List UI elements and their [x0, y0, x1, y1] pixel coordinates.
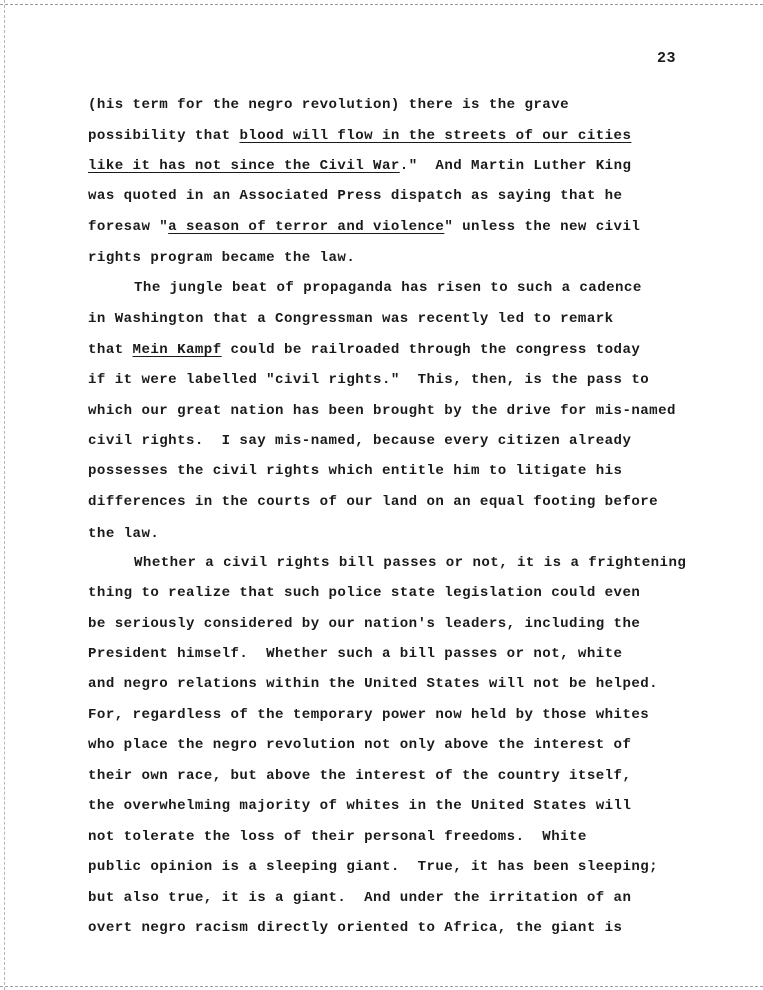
text-line [88, 218, 640, 236]
underlined-text: like it has not since the Civil War [88, 158, 400, 174]
text-segment: not tolerate the loss of their personal freedoms. White [88, 829, 587, 845]
text-line [88, 462, 622, 480]
text-segment: that [88, 342, 133, 358]
text-segment: (his term for the negro revolution) there is the grave [88, 97, 570, 113]
text-line [88, 96, 569, 114]
text-line [88, 402, 676, 420]
bottom-scan-border [0, 986, 763, 987]
text-line [88, 371, 649, 389]
text-line [88, 432, 631, 450]
text-line [88, 736, 631, 754]
text-segment: which our great nation has been brought by the drive for mis-named [88, 403, 676, 419]
text-segment: if it were labelled "civil rights." This, then, is the pass to [88, 372, 650, 388]
text-segment: ." And Martin Luther King [399, 158, 632, 174]
text-segment: who place the negro revolution not only above the interest of [88, 737, 632, 753]
text-line [88, 249, 355, 267]
text-segment: in Washington that a Congressman was recently led to remark [88, 311, 614, 327]
text-line [88, 584, 640, 602]
text-line [88, 310, 614, 328]
text-segment: possibility that [88, 128, 240, 144]
text-line [88, 675, 658, 693]
text-line [88, 127, 631, 145]
text-segment: be seriously considered by our nation's leaders, including the [88, 616, 641, 632]
text-segment: was quoted in an Associated Press dispatch as saying that he [88, 188, 623, 204]
text-line [88, 706, 649, 724]
text-line [88, 858, 658, 876]
underlined-text: blood will flow in the streets of our cities [239, 128, 632, 144]
text-segment: and negro relations within the United States will not be helped. [88, 676, 659, 692]
text-line [88, 767, 631, 785]
text-segment: Whether a civil rights bill passes or not, it is a frightening [134, 555, 687, 571]
text-line [134, 554, 686, 572]
underlined-text: a season of terror and violence [168, 219, 445, 235]
text-segment: differences in the courts of our land on an equal footing before [88, 494, 659, 510]
text-line [88, 889, 631, 907]
text-segment: thing to realize that such police state legislation could even [88, 585, 641, 601]
text-line [88, 525, 159, 543]
top-scan-border [0, 4, 763, 5]
text-line [88, 493, 658, 511]
text-line [88, 157, 631, 175]
text-line [88, 187, 622, 205]
text-segment: President himself. Whether such a bill passes or not, white [88, 646, 623, 662]
text-line [88, 797, 631, 815]
text-line [88, 919, 622, 937]
text-segment: could be railroaded through the congress today [221, 342, 641, 358]
text-segment: overt negro racism directly oriented to Africa, the giant is [88, 920, 623, 936]
text-line [88, 828, 587, 846]
text-segment: " unless the new civil [444, 219, 641, 235]
text-segment: their own race, but above the interest of the country itself, [88, 768, 632, 784]
text-segment: possesses the civil rights which entitle him to litigate his [88, 463, 623, 479]
text-segment: rights program became the law. [88, 250, 356, 266]
text-segment: the law. [88, 526, 160, 542]
text-line [134, 279, 642, 297]
text-segment: the overwhelming majority of whites in the United States will [88, 798, 632, 814]
text-segment: but also true, it is a giant. And under the irritation of an [88, 890, 632, 906]
text-line [88, 615, 640, 633]
page-number: 23 [657, 50, 677, 67]
left-scan-border [4, 0, 5, 990]
text-segment: civil rights. I say mis-named, because every citizen already [88, 433, 632, 449]
text-segment: The jungle beat of propaganda has risen to such a cadence [134, 280, 642, 296]
text-segment: For, regardless of the temporary power now held by those whites [88, 707, 650, 723]
text-line [88, 645, 622, 663]
text-line [88, 341, 640, 359]
underlined-text: Mein Kampf [132, 342, 222, 358]
text-segment: foresaw " [88, 219, 169, 235]
text-segment: public opinion is a sleeping giant. True, it has been sleeping; [88, 859, 659, 875]
